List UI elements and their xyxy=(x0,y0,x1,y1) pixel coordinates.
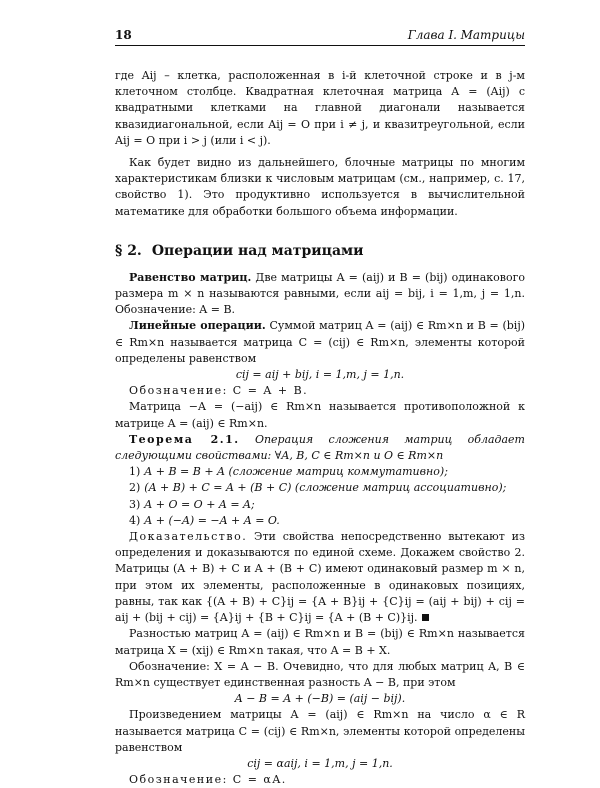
theorem-paragraph xyxy=(115,432,525,464)
theorem-label: Теорема 2.1. xyxy=(129,432,240,446)
equality-paragraph xyxy=(115,270,525,319)
product-notation: Обозначение: C = αA. xyxy=(129,773,287,787)
running-header xyxy=(115,27,525,46)
intro-paragraph-2: Как будет видно из дальнейшего, блочные матрицы по многим характеристикам близки к числовым матрицам (см., например, с. 17, свойство 1). Это продуктивно используется в вычислительной математике для обработки большого объема информации. xyxy=(115,156,525,218)
difference-paragraph: Разностью матриц A = (aij) ∈ Rm×n и B = (bij) ∈ Rm×n называется матрица X = (xij) ∈ Rm×n такая, что A = B + X. xyxy=(115,627,525,657)
theorem-text: Операция сложения матриц обладает следующими свойствами: ∀A, B, C ∈ Rm×n и O ∈ Rm×n xyxy=(115,432,525,463)
sum-formula: cij = aij + bij, i = 1,m, j = 1,n. xyxy=(235,368,405,382)
product-paragraph: Произведением матрицы A = (aij) ∈ Rm×n на число α ∈ R называется матрица C = (cij) ∈ Rm×n, элементы которой определены равенством xyxy=(115,708,525,754)
property-item: 3) A + O = O + A = A; xyxy=(129,497,255,511)
linear-paragraph xyxy=(115,318,525,367)
qed-square-icon xyxy=(422,614,429,621)
equality-term: Равенство матриц. xyxy=(129,270,252,284)
page-number: 18 xyxy=(115,28,132,42)
property-item: 1) A + B = B + A (сложение матриц коммутативно); xyxy=(129,465,448,479)
intro-paragraph-1: где Aij – клетка, расположенная в i-й клеточной строке и в j-м клеточном столбце. Квадратная клеточная матрица A = (Aij) с квадратными клетками на главной диагонали называется квазидиагональной, если Aij = O при i ≠ j, и квазитреугольной, если Aij = O при i > j (или i < j). xyxy=(115,69,525,147)
proof-text: Эти свойства непосредственно вытекают из определения и доказываются по единой схеме. Докажем свойство 2. Матрицы (A + B) + C и A + (B + C) имеют одинаковый размер m × n, при этом их элементы, расположенные в одинаковых позициях, равны, так как {(A + B) + C}ij = {A + B}ij + {C}ij = (aij + bij) + cij = aij + (bij + cij) = {A}ij + {B + C}ij = {A + (B + C)}ij. xyxy=(115,530,526,625)
linear-text: Суммой матриц A = (aij) ∈ Rm×n и B = (bij) ∈ Rm×n называется матрица C = (cij) ∈ Rm×n, элементы которой определены равенством xyxy=(115,319,526,365)
theorem-properties xyxy=(115,464,525,529)
section-heading xyxy=(115,242,525,260)
proof-paragraph xyxy=(115,529,525,626)
sum-notation: Обозначение: C = A + B. xyxy=(129,384,309,398)
property-item: 2) (A + B) + C = A + (B + C) (сложение матриц ассоциативно); xyxy=(129,481,507,495)
section-title: Операции над матрицами xyxy=(151,242,364,259)
chapter-label: Глава I. xyxy=(407,28,457,42)
difference-notation: Обозначение: X = A − B. Очевидно, что для любых матриц A, B ∈ Rm×n существует единственная разность A − B, при этом xyxy=(115,659,525,689)
page-body xyxy=(115,68,525,788)
property-item: 4) A + (−A) = −A + A = O. xyxy=(129,513,280,527)
difference-formula: A − B = A + (−B) = (aij − bij). xyxy=(234,692,406,706)
linear-term: Линейные операции. xyxy=(129,319,266,333)
product-formula: cij = αaij, i = 1,m, j = 1,n. xyxy=(247,756,393,770)
chapter-title: Матрицы xyxy=(460,28,525,42)
negative-matrix-paragraph: Матрица −A = (−aij) ∈ Rm×n называется противоположной к матрице A = (aij) ∈ Rm×n. xyxy=(115,400,525,430)
proof-label: Доказательство. xyxy=(129,530,248,544)
equality-text: Две матрицы A = (aij) и B = (bij) одинакового размера m × n называются равными, если aij = bij, i = 1,m, j = 1,n. Обозначение: A = B. xyxy=(115,270,525,317)
section-number: § 2. xyxy=(115,242,142,259)
